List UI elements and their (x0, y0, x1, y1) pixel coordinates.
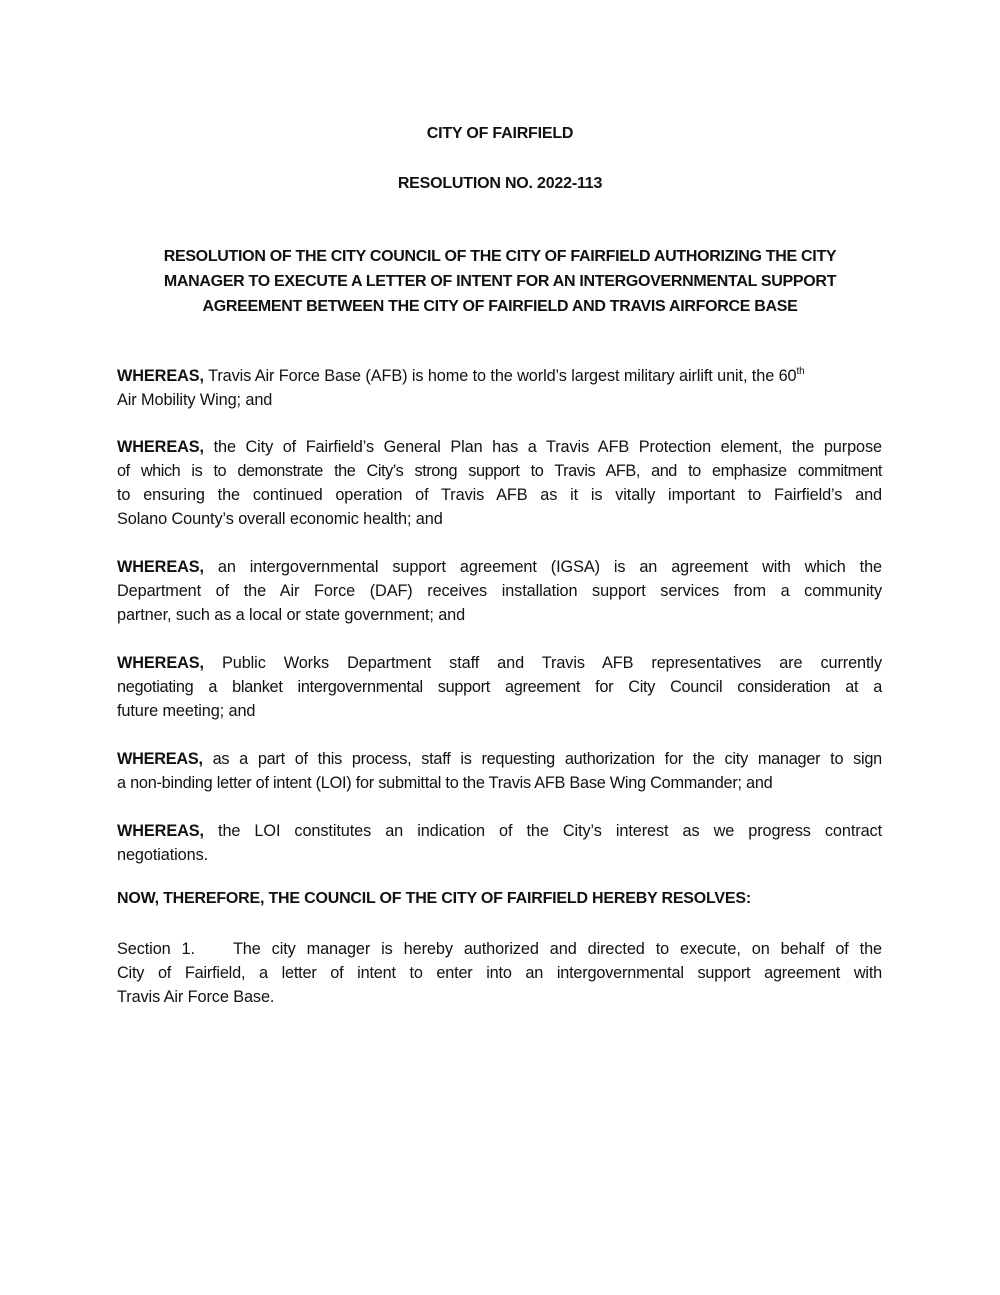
title-line: AGREEMENT BETWEEN THE CITY OF FAIRFIELD AND TRAVIS AIRFORCE BASE (202, 298, 798, 315)
recital-line: WHEREAS, as a part of this process, staff is requesting authorization for the city manager to sign (117, 750, 882, 768)
whereas-label: WHEREAS, (117, 438, 204, 456)
resolution-title (100, 244, 900, 319)
resolves-heading: NOW, THEREFORE, THE COUNCIL OF THE CITY OF FAIRFIELD HEREBY RESOLVES: (117, 890, 751, 907)
resolution-number: RESOLUTION NO. 2022-113 (397, 175, 603, 192)
title-line: MANAGER TO EXECUTE A LETTER OF INTENT FOR AN INTERGOVERNMENTAL SUPPORT (163, 273, 837, 290)
whereas-label: WHEREAS, (117, 822, 204, 840)
whereas-label: WHEREAS, (117, 367, 204, 385)
recital-4 (117, 651, 882, 723)
section-line: Section 1. The city manager is hereby authorized and directed to execute, on behalf of the (117, 940, 882, 958)
recital-1 (117, 364, 882, 412)
recital-line: WHEREAS, the LOI constitutes an indication of the City’s interest as we progress contract (117, 822, 882, 840)
ordinal-suffix: th (796, 366, 805, 377)
whereas-label: WHEREAS, (117, 558, 204, 576)
section-line: Travis Air Force Base. (117, 988, 275, 1006)
recital-line: a non-binding letter of intent (LOI) for submittal to the Travis AFB Base Wing Commander; and (117, 774, 773, 792)
recital-line: negotiations. (117, 846, 209, 864)
recital-line: Air Mobility Wing; and (117, 391, 273, 409)
section-line: City of Fairfield, a letter of intent to enter into an intergovernmental support agreement with (117, 964, 882, 982)
section-1 (117, 937, 882, 1009)
recital-line: partner, such as a local or state government; and (117, 606, 466, 624)
recital-line: WHEREAS, the City of Fairfield’s General Plan has a Travis AFB Protection element, the purpose (117, 438, 882, 456)
recital-3 (117, 555, 882, 627)
recital-line: to ensuring the continued operation of Travis AFB as it is vitally important to Fairfield’s and (117, 486, 882, 504)
whereas-label: WHEREAS, (117, 750, 203, 768)
recital-line: WHEREAS, Travis Air Force Base (AFB) is home to the world’s largest military airlift unit, the 60th (117, 366, 805, 385)
recital-6 (117, 819, 882, 867)
recital-line: WHEREAS, Public Works Department staff and Travis AFB representatives are currently (117, 654, 882, 672)
title-line: RESOLUTION OF THE CITY COUNCIL OF THE CITY OF FAIRFIELD AUTHORIZING THE CITY (163, 248, 837, 265)
city-heading: CITY OF FAIRFIELD (426, 125, 574, 142)
recital-2 (117, 435, 882, 531)
recital-line: negotiating a blanket intergovernmental support agreement for City Council consideration at a (117, 678, 882, 696)
recital-5 (117, 747, 882, 795)
section-label: Section 1. (117, 940, 195, 958)
recital-line: Solano County’s overall economic health; and (117, 510, 443, 528)
recital-line: WHEREAS, an intergovernmental support agreement (IGSA) is an agreement with which the (117, 558, 882, 576)
recital-line: of which is to demonstrate the City’s strong support to Travis AFB, and to emphasize commitment (117, 462, 882, 480)
whereas-label: WHEREAS, (117, 654, 204, 672)
recital-line: Department of the Air Force (DAF) receives installation support services from a community (117, 582, 882, 600)
recital-line: future meeting; and (117, 702, 256, 720)
